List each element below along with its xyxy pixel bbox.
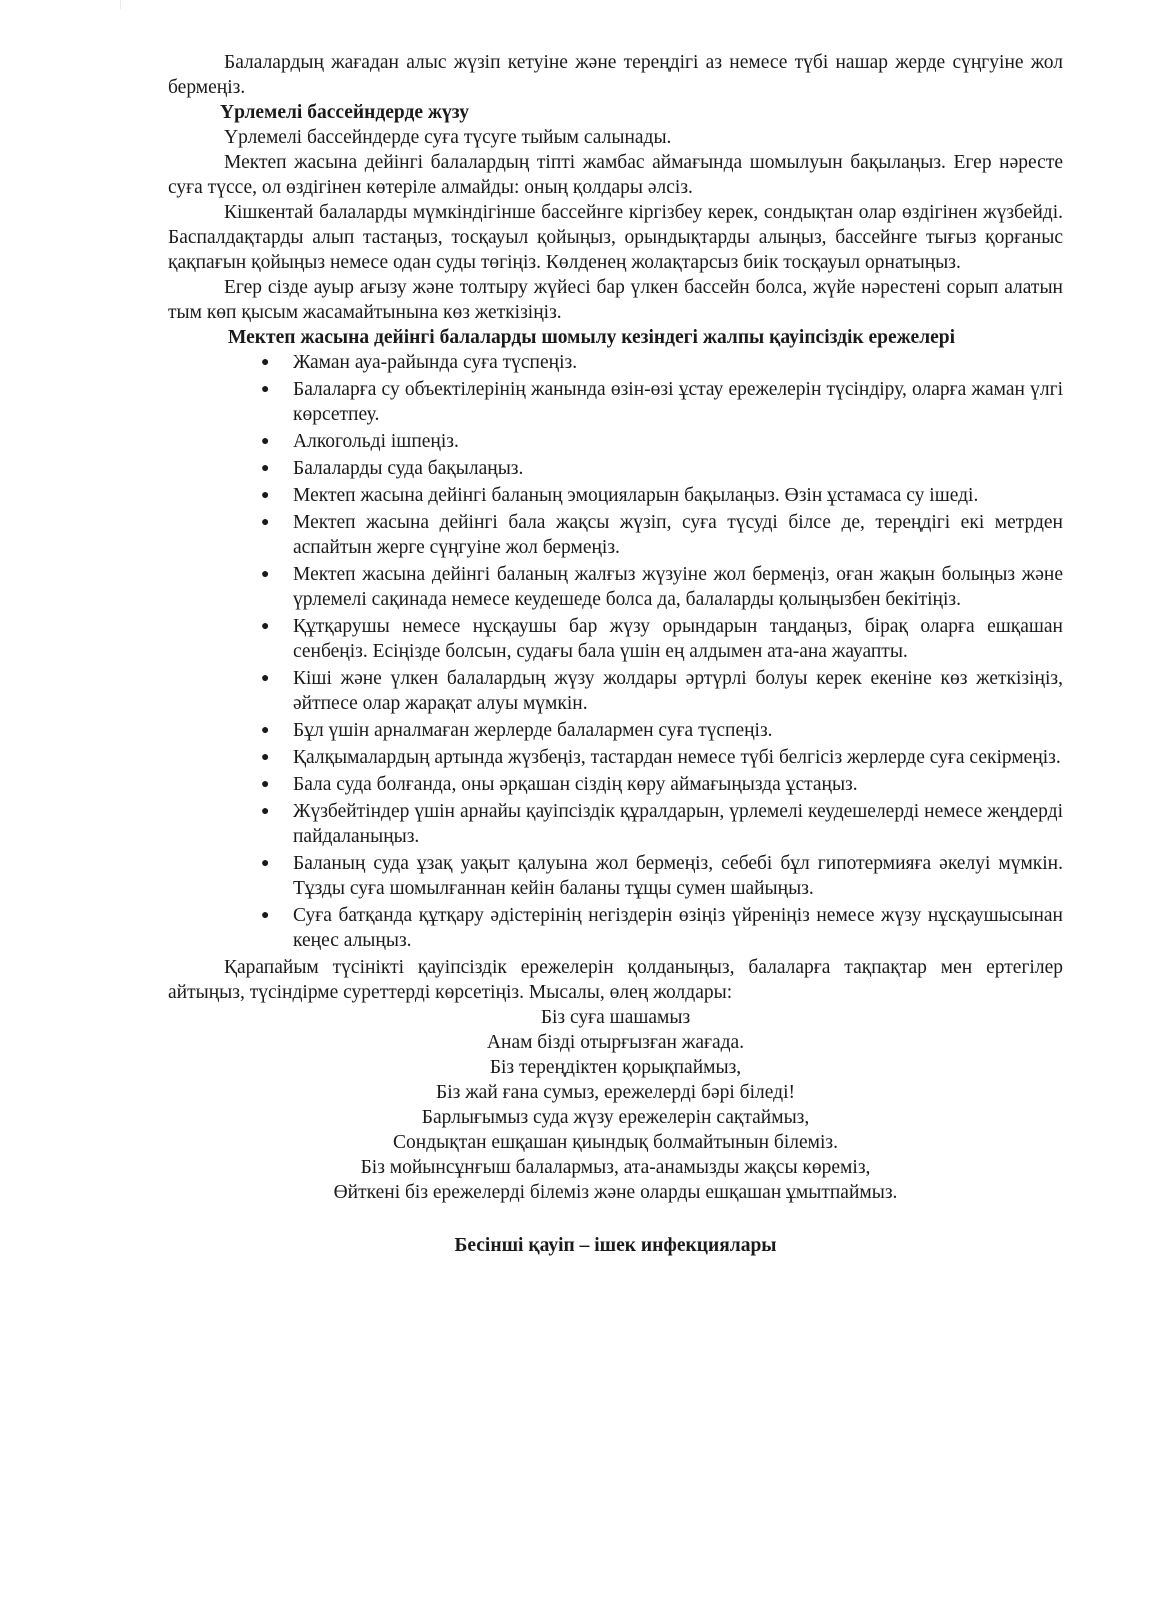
inflatable-paragraph-2: Мектеп жасына дейінгі балалардың тіпті жамбас аймағында шомылуын бақылаңыз. Егер нәресте суға түссе, ол өздігінен көтеріле алмайды: оның қолдары әлсіз. — [168, 152, 1063, 198]
list-item-text: Құтқарушы немесе нұсқаушы бар жүзу орындарын таңдаңыз, бірақ оларға ешқашан сенбеңіз. Есіңізде болсын, судағы бала үшін ең алдымен ата-ана жауапты. — [293, 616, 1063, 662]
list-item — [261, 350, 1063, 375]
closing-paragraph: Қарапайым түсінікті қауіпсіздік ережелерін қолданыңыз, балаларға тақпақтар мен ертегілер айтыңыз, түсіндірме суреттерді көрсетіңіз. Мысалы, өлең жолдары: — [168, 957, 1063, 1003]
list-item — [261, 745, 1063, 770]
bullet-icon: ● — [261, 777, 270, 792]
next-section-heading: Бесінші қауіп – ішек инфекциялары — [454, 1235, 777, 1256]
list-item — [261, 429, 1063, 454]
poem-line: Анам бізді отырғызған жағада. — [486, 1032, 745, 1053]
list-item-text: Балаларды суда бақылаңыз. — [293, 458, 524, 479]
poem-line: Сондықтан ешқашан қиындық болмайтынын білеміз. — [393, 1132, 838, 1153]
list-item-text: Баланың суда ұзақ уақыт қалуына жол бермеңіз, себебі бұл гипотермияға әкелуі мүмкін. Тұзды суға шомылғаннан кейін баланы тұщы сумен шайыңыз. — [293, 853, 1063, 899]
list-item-text: Мектеп жасына дейінгі баланың эмоцияларын бақылаңыз. Өзін ұстамаса су ішеді. — [293, 485, 979, 506]
bullet-icon: ● — [261, 750, 270, 765]
list-item-text: Балаларға су объектілерінің жанында өзін-өзі ұстау ережелерін түсіндіру, оларға жаман үлгі көрсетпеу. — [293, 379, 1063, 425]
bullet-icon: ● — [261, 461, 270, 476]
list-item — [261, 903, 1063, 953]
list-item — [261, 614, 1063, 664]
list-item-text: Мектеп жасына дейінгі бала жақсы жүзіп, суға түсуді білсе де, тереңдігі екі метрден аспайтын жерге сүңгуіне жол бермеңіз. — [293, 512, 1063, 558]
inflatable-paragraph-4: Егер сізде ауыр ағызу және толтыру жүйесі бар үлкен бассейн болса, жүйе нәрестені сорып алатын тым көп қысым жасамайтынына көз жеткізіңіз. — [168, 277, 1063, 323]
bullet-icon: ● — [261, 804, 270, 819]
safety-rules-list — [168, 350, 1063, 953]
bullet-icon: ● — [261, 355, 270, 370]
bullet-icon: ● — [261, 515, 270, 530]
poem-line: Өйткені біз ережелерді білеміз және оларды ешқашан ұмытпаймыз. — [333, 1182, 898, 1203]
bullet-icon: ● — [261, 856, 270, 871]
list-item — [261, 718, 1063, 743]
poem — [168, 1005, 1063, 1205]
inflatable-paragraph-3: Кішкентай балаларды мүмкіндігінше бассейнге кіргізбеу керек, сондықтан олар өздігінен жүзбейді. Баспалдақтарды алып тастаңыз, тосқауыл қойыңыз, орындықтарды алыңыз, бассейнге тығыз қорғаныс қақпағын қойыңыз немесе одан суды төгіңіз. Көлденең жолақтарсыз биік тосқауыл орнатыңыз. — [168, 202, 1063, 273]
bullet-icon: ● — [261, 567, 270, 582]
list-item — [261, 799, 1063, 849]
list-item-text: Суға батқанда құтқару әдістерінің негіздерін өзіңіз үйреніңіз немесе жүзу нұсқаушысынан кеңес алыңыз. — [293, 905, 1063, 951]
poem-line: Біз мойынсұнғыш балалармыз, ата-анамызды жақсы көреміз, — [360, 1157, 871, 1178]
list-item — [261, 377, 1063, 427]
poem-line: Барлығымыз суда жүзу ережелерін сақтаймыз, — [421, 1107, 810, 1128]
list-item-text: Бұл үшін арналмаған жерлерде балалармен суға түспеңіз. — [293, 720, 773, 741]
list-item-text: Жүзбейтіндер үшін арнайы қауіпсіздік құралдарын, үрлемелі кеудешелерді немесе жеңдерді пайдаланыңыз. — [293, 801, 1063, 847]
bullet-icon: ● — [261, 382, 270, 397]
list-item — [261, 562, 1063, 612]
list-item-text: Алкогольді ішпеңіз. — [293, 431, 459, 452]
bullet-icon: ● — [261, 488, 270, 503]
intro-paragraph: Балалардың жағадан алыс жүзіп кетуіне және тереңдігі аз немесе түбі нашар жерде сүңгуіне жол бермеңіз. — [168, 52, 1063, 98]
poem-line: Біз жай ғана сумыз, ережелерді бәрі біледі! — [436, 1082, 795, 1103]
list-item — [261, 772, 1063, 797]
list-item — [261, 456, 1063, 481]
bullet-icon: ● — [261, 908, 270, 923]
bullet-icon: ● — [261, 434, 270, 449]
list-item-text: Мектеп жасына дейінгі баланың жалғыз жүзуіне жол бермеңіз, оған жақын болыңыз және үрлемелі сақинада немесе кеудешеде болса да, балаларды қолыңызбен бекітіңіз. — [293, 564, 1063, 610]
list-item — [261, 851, 1063, 901]
list-item-text: Қалқымалардың артында жүзбеңіз, тастардан немесе түбі белгісіз жерлерде суға секірмеңіз. — [293, 747, 1061, 768]
bullet-icon: ● — [261, 619, 270, 634]
inflatable-pools-heading: Үрлемелі бассейндерде жүзу — [220, 102, 469, 123]
list-item-text: Бала суда болғанда, оны әрқашан сіздің көру аймағыңызда ұстаңыз. — [293, 774, 858, 795]
poem-line: Біз тереңдіктен қорықпаймыз, — [489, 1057, 742, 1078]
poem-line: Біз суға шашамыз — [540, 1007, 691, 1028]
scan-corner-shadow — [0, 0, 121, 130]
list-item — [261, 483, 1063, 508]
bullet-icon: ● — [261, 723, 270, 738]
bullet-icon: ● — [261, 671, 270, 686]
list-item-text: Жаман ауа-райында суға түспеңіз. — [293, 352, 578, 373]
list-item-text: Кіші және үлкен балалардың жүзу жолдары әртүрлі болуы керек екеніне көз жеткізіңіз, әйтпесе олар жарақат алуы мүмкін. — [293, 668, 1063, 714]
list-item — [261, 510, 1063, 560]
list-item — [261, 666, 1063, 716]
inflatable-paragraph-1: Үрлемелі бассейндерде суға түсуге тыйым салынады. — [224, 127, 672, 148]
safety-rules-heading: Мектеп жасына дейінгі балаларды шомылу кезіндегі жалпы қауіпсіздік ережелері — [228, 327, 956, 348]
